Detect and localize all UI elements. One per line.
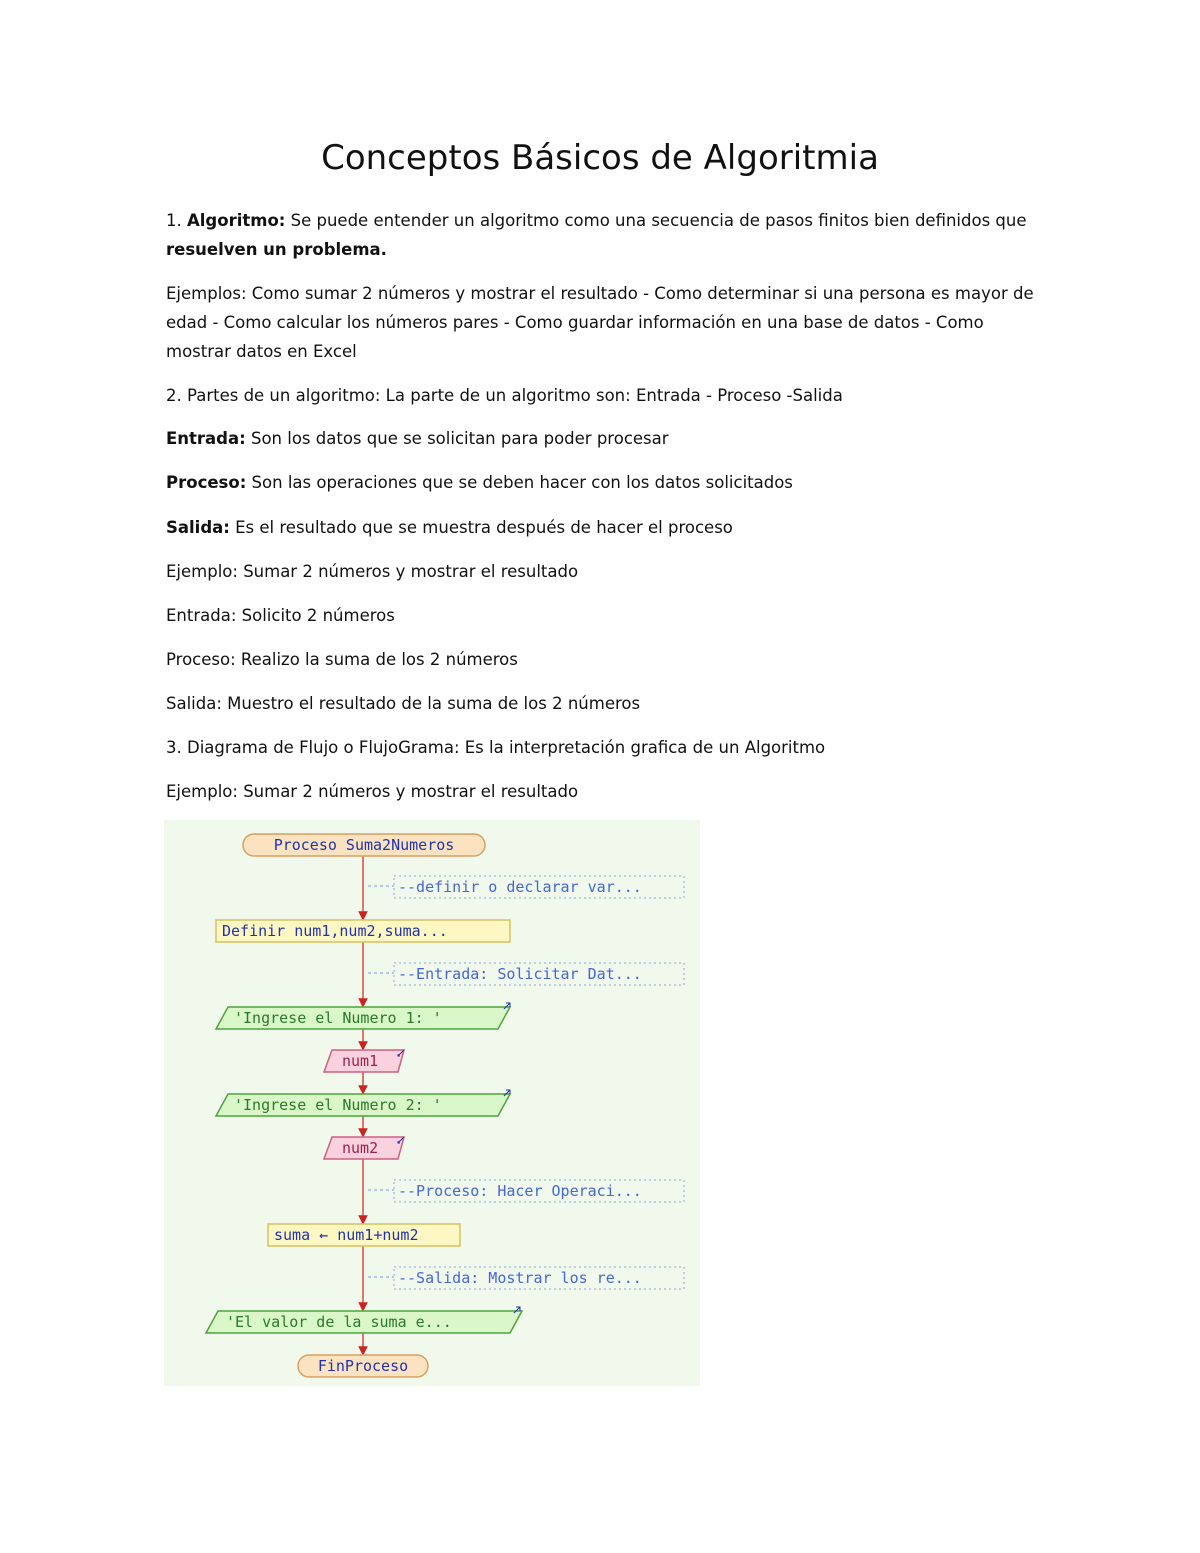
para-number: 1.	[166, 211, 187, 230]
output-2-label: 'Ingrese el Numero 2: '	[234, 1096, 442, 1114]
end-label: FinProceso	[317, 1357, 409, 1375]
input-2-label: num2	[342, 1139, 379, 1157]
para-number: 2.	[166, 386, 187, 405]
define-label: Definir num1,num2,suma...	[222, 922, 448, 940]
term-entrada: Entrada:	[166, 429, 246, 448]
comment-define-label: --definir o declarar var...	[398, 878, 642, 896]
proceso-text: Son las operaciones que se deben hacer con los datos solicitados	[246, 473, 793, 492]
term-salida: Salida:	[166, 518, 230, 537]
page-title: Conceptos Básicos de Algoritmia	[321, 138, 879, 178]
comment-process-label: --Proceso: Hacer Operaci...	[398, 1182, 642, 1200]
paragraph-entrada	[166, 424, 1046, 453]
definition-text: Se puede entender un algoritmo como una secuencia de pasos finitos bien definidos que	[285, 211, 1027, 230]
output-3-label: 'El valor de la suma e...	[226, 1313, 452, 1331]
term-algoritmo: Algoritmo:	[187, 211, 286, 230]
start-label: Proceso Suma2Numeros	[273, 836, 455, 854]
partes-text: Partes de un algoritmo: La parte de un algoritmo son: Entrada - Proceso -Salida	[187, 386, 843, 405]
entrada-text: Son los datos que se solicitan para poder procesar	[245, 429, 669, 448]
comment-input-label: --Entrada: Solicitar Dat...	[398, 965, 642, 983]
paragraph-ejemplo-salida: Salida: Muestro el resultado de la suma de los 2 números	[166, 694, 641, 713]
paragraph-algoritmo	[166, 206, 1046, 264]
output-1-label: 'Ingrese el Numero 1: '	[234, 1009, 442, 1027]
diagrama-text: Diagrama de Flujo o FlujoGrama: Es la interpretación grafica de un Algoritmo	[187, 738, 826, 757]
input-1-label: num1	[342, 1052, 379, 1070]
paragraph-ejemplo-proceso: Proceso: Realizo la suma de los 2 números	[166, 650, 518, 669]
term-proceso: Proceso:	[166, 473, 247, 492]
paragraph-ejemplo-2: Ejemplo: Sumar 2 números y mostrar el resultado	[166, 782, 579, 801]
para-number: 3.	[166, 738, 187, 757]
paragraph-ejemplos: Ejemplos: Como sumar 2 números y mostrar el resultado - Como determinar si una persona es mayor de edad - Como calcular los números pares - Como guardar información en una base de datos - Como mostrar datos en Excel	[166, 284, 1034, 361]
flowchart-image	[164, 820, 700, 1386]
paragraph-ejemplo-1: Ejemplo: Sumar 2 números y mostrar el resultado	[166, 562, 579, 581]
definition-bold-end: resuelven un problema.	[166, 240, 387, 259]
paragraph-ejemplo-entrada: Entrada: Solicito 2 números	[166, 606, 395, 625]
paragraph-diagrama	[166, 733, 1046, 762]
paragraph-partes	[166, 381, 1046, 410]
paragraph-salida	[166, 513, 1046, 542]
comment-output-label: --Salida: Mostrar los re...	[398, 1269, 642, 1287]
assign-label: suma ← num1+num2	[274, 1226, 419, 1244]
salida-text: Es el resultado que se muestra después de hacer el proceso	[229, 518, 733, 537]
paragraph-proceso	[166, 468, 1046, 497]
